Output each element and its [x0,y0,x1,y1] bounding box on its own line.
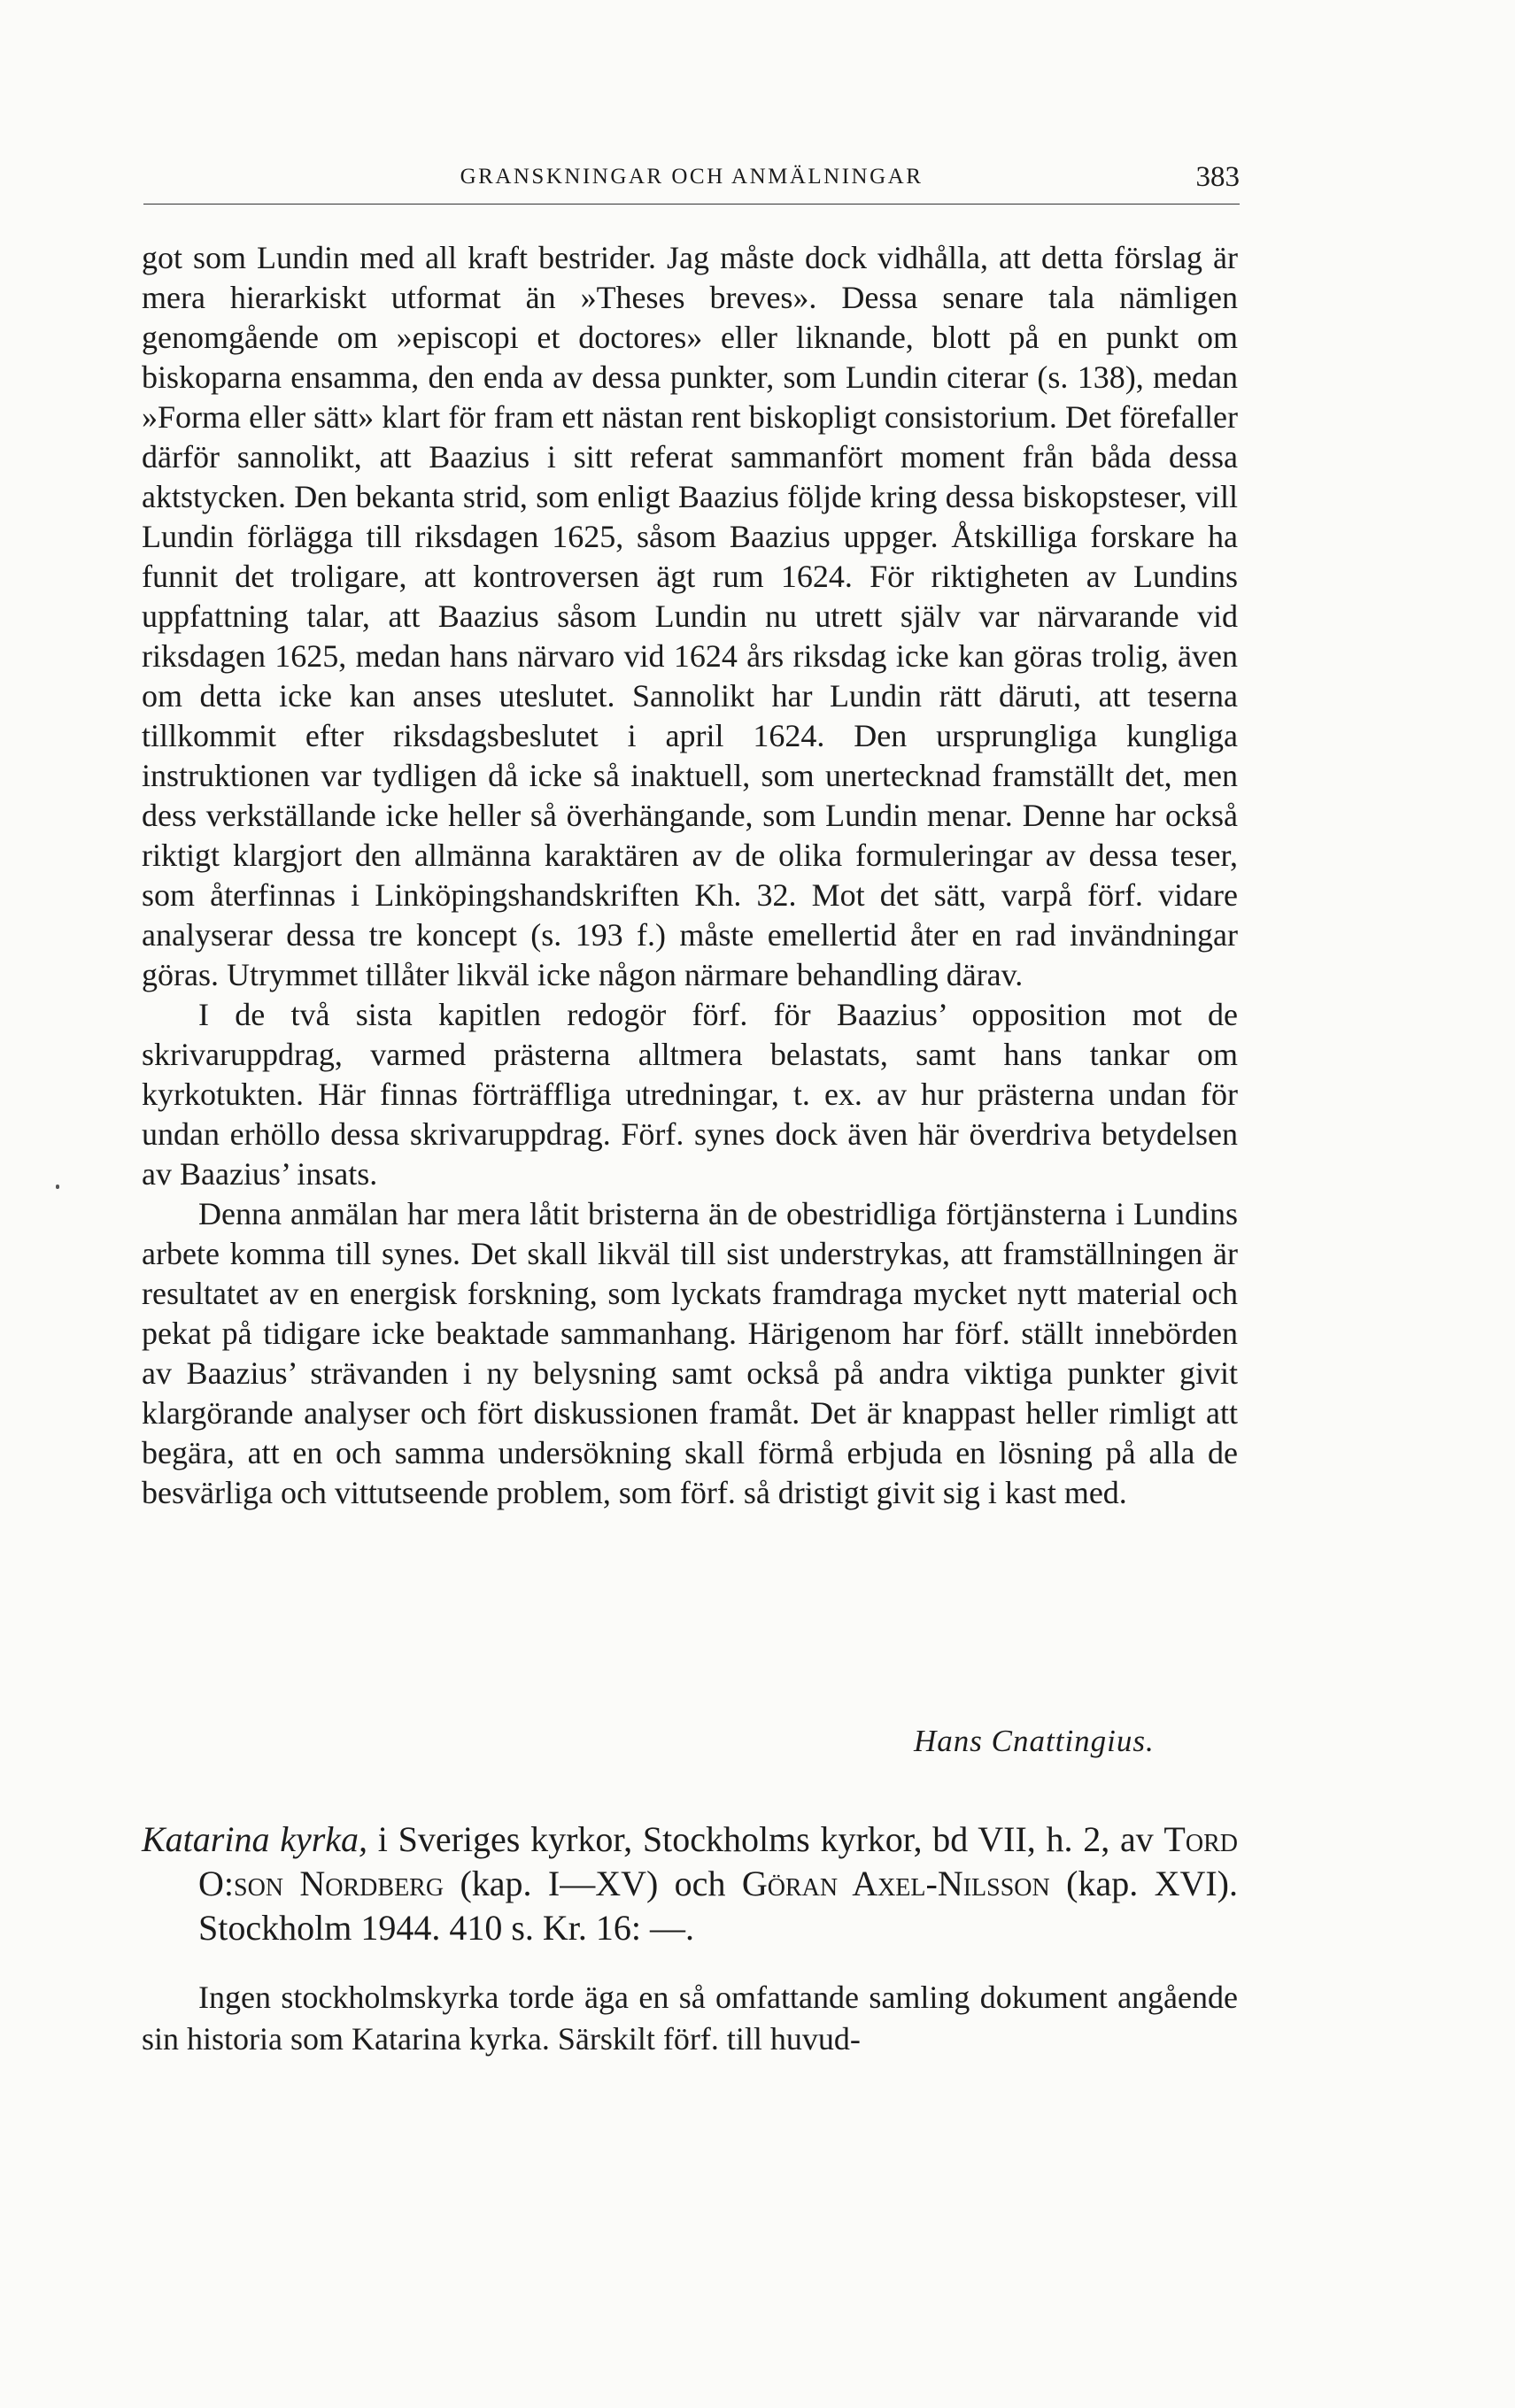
review-text-body [142,238,1238,1513]
page-number: 383 [1195,161,1240,193]
running-title: GRANSKNINGAR OCH ANMÄLNINGAR [460,165,924,189]
author-name-2: Göran Axel-Nilsson [741,1864,1050,1903]
author-name-1: Tord O:son Nordberg [198,1819,1238,1903]
new-review-body [142,1977,1238,2060]
paragraph-2: I de två sista kapitlen redogör förf. för Baazius’ opposition mot de skrivaruppdrag, varmed prästerna alltmera belastats, samt hans tankar om kyrkotukten. Här finnas förträffliga utredningar, t. ex. av hur prästerna undan för undan erhöllo dessa skrivaruppdrag. Förf. synes dock även här överdriva betydelsen av Baazius’ insats. [142,997,1238,1192]
chapters-info-1: (kap. I—XV) och [444,1864,742,1903]
paragraph-3: Denna anmälan har mera låtit bristerna än de obestridliga förtjänsterna i Lundins arbete komma till synes. Det skall likväl till sist understrykas, att framställningen är resultatet av en energisk forskning, som lyckats framdraga mycket nytt material och pekat på tidigare icke beaktade sammanhang. Härigenom har förf. ställt innebörden av Baazius’ strävanden i ny belysning samt också på andra viktiga punkter givit klargörande analyser och fört diskussionen framåt. Det är knappast heller rimligt att begära, att en och samma undersökning skall förmå erbjuda en lösning på alla de besvärliga och vittutseende problem, som förf. så dristigt givit sig i kast med. [142,1196,1238,1510]
review-citation [142,1818,1238,1950]
paragraph-1: got som Lundin med all kraft bestrider. Jag måste dock vidhålla, att detta förslag är mera hierarkiskt utformat än »Theses breves». Dessa senare tala nämligen genomgående om »episcopi et doctores» eller liknande, blott på en punkt om biskoparna ensamma, den enda av dessa punkter, som Lundin citerar (s. 138), medan »Forma eller sätt» klart för fram ett nästan rent biskopligt consistorium. Det förefaller därför sannolikt, att Baazius i sitt referat sammanfört moment från båda dessa aktstycken. Den bekanta strid, som enligt Baazius följde kring dessa biskopsteser, vill Lundin förlägga till riksdagen 1625, såsom Baazius uppger. Åtskilliga forskare ha funnit det troligare, att kontroversen ägt rum 1624. För riktigheten av Lundins uppfattning talar, att Baazius såsom Lundin nu utrett själv var närvarande vid riksdagen 1625, medan hans närvaro vid 1624 års riksdag icke kan göras trolig, även om detta icke kan anses uteslutet. Sannolikt har Lundin rätt däruti, att teserna tillkommit efter riksdagsbeslutet i april 1624. Den ursprungliga kungliga instruktionen var tydligen då icke så inaktuell, som unertecknad framställt det, men dess verkställande icke heller så överhängande, som Lundin menar. Denne har också riktigt klargjort den allmänna karaktären av de olika formuleringar av dessa teser, som återfinnas i Linköpingshandskriften Kh. 32. Mot det sätt, varpå förf. vidare analyserar dessa tre koncept (s. 193 f.) måste emellertid åter en rad invändningar göras. Utrymmet tillåter likväl icke någon närmare behandling därav. [142,240,1238,992]
scan-speck [56,1185,59,1189]
series-info: i Sveriges kyrkor, Stockholms kyrkor, bd VII, h. 2, av [367,1819,1164,1859]
publication-info: (kap. XVI). Stockholm 1944. 410 s. Kr. 16: —. [198,1864,1238,1948]
book-title: Katarina kyrka, [142,1819,368,1859]
new-review-paragraph: Ingen stockholmskyrka torde äga en så omfattande samling dokument angående sin historia som Katarina kyrka. Särskilt förf. till huvud- [142,1980,1238,2057]
running-header [143,158,1240,205]
reviewer-signature: Hans Cnattingius. [914,1724,1155,1758]
review-bibliographic-heading [142,1818,1238,1950]
